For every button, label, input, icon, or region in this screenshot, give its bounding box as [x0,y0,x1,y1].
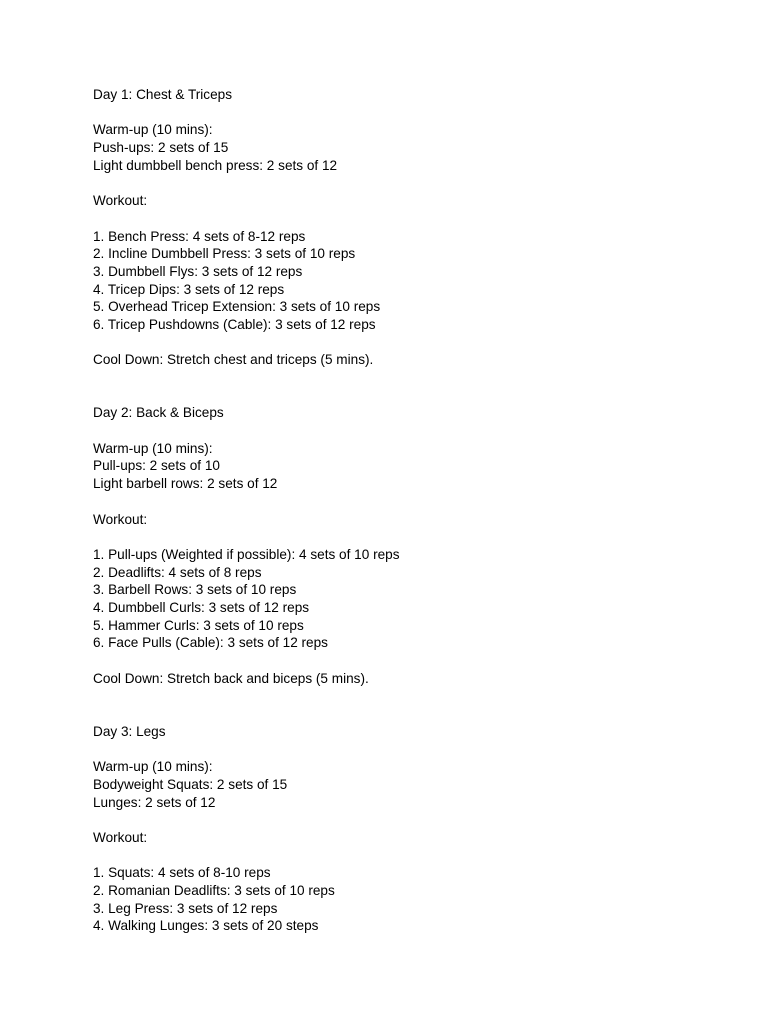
workout-item: 4. Walking Lunges: 3 sets of 20 steps [93,918,319,934]
workout-item: 2. Incline Dumbbell Press: 3 sets of 10 reps [93,246,356,262]
workout-item: 1. Pull-ups (Weighted if possible): 4 sets of 10 reps [93,546,400,562]
workout-heading: Workout: [93,193,148,209]
warmup-item: Bodyweight Squats: 2 sets of 15 [93,776,288,792]
workout-item: 5. Hammer Curls: 3 sets of 10 reps [93,617,304,633]
workout-item: 1. Squats: 4 sets of 8-10 reps [93,865,271,881]
workout-item: 2. Romanian Deadlifts: 3 sets of 10 reps [93,882,335,898]
warmup-heading: Warm-up (10 mins): [93,440,213,456]
workout-heading: Workout: [93,511,148,527]
warmup-heading: Warm-up (10 mins): [93,759,213,775]
cooldown-text: Cool Down: Stretch chest and triceps (5 mins). [93,352,374,368]
workout-item: 5. Overhead Tricep Extension: 3 sets of 10 reps [93,299,381,315]
warmup-item: Pull-ups: 2 sets of 10 [93,458,220,474]
workout-item: 4. Dumbbell Curls: 3 sets of 12 reps [93,599,310,615]
warmup-item: Push-ups: 2 sets of 15 [93,140,229,156]
workout-item: 1. Bench Press: 4 sets of 8-12 reps [93,228,306,244]
warmup-item: Light dumbbell bench press: 2 sets of 12 [93,157,338,173]
workout-item: 2. Deadlifts: 4 sets of 8 reps [93,564,262,580]
workout-item: 3. Leg Press: 3 sets of 12 reps [93,900,278,916]
workout-item: 6. Tricep Pushdowns (Cable): 3 sets of 12 reps [93,316,376,332]
day-title: Day 3: Legs [93,723,166,739]
workout-item: 6. Face Pulls (Cable): 3 sets of 12 reps [93,635,328,651]
workout-item: 3. Barbell Rows: 3 sets of 10 reps [93,582,297,598]
day-title: Day 2: Back & Biceps [93,405,224,421]
workout-heading: Workout: [93,829,148,845]
warmup-item: Lunges: 2 sets of 12 [93,794,216,810]
workout-item: 3. Dumbbell Flys: 3 sets of 12 reps [93,263,303,279]
day-title: Day 1: Chest & Triceps [93,87,233,102]
warmup-heading: Warm-up (10 mins): [93,122,213,138]
warmup-item: Light barbell rows: 2 sets of 12 [93,476,278,492]
document-page [93,86,733,935]
workout-item: 4. Tricep Dips: 3 sets of 12 reps [93,281,285,297]
cooldown-text: Cool Down: Stretch back and biceps (5 mins). [93,670,369,686]
